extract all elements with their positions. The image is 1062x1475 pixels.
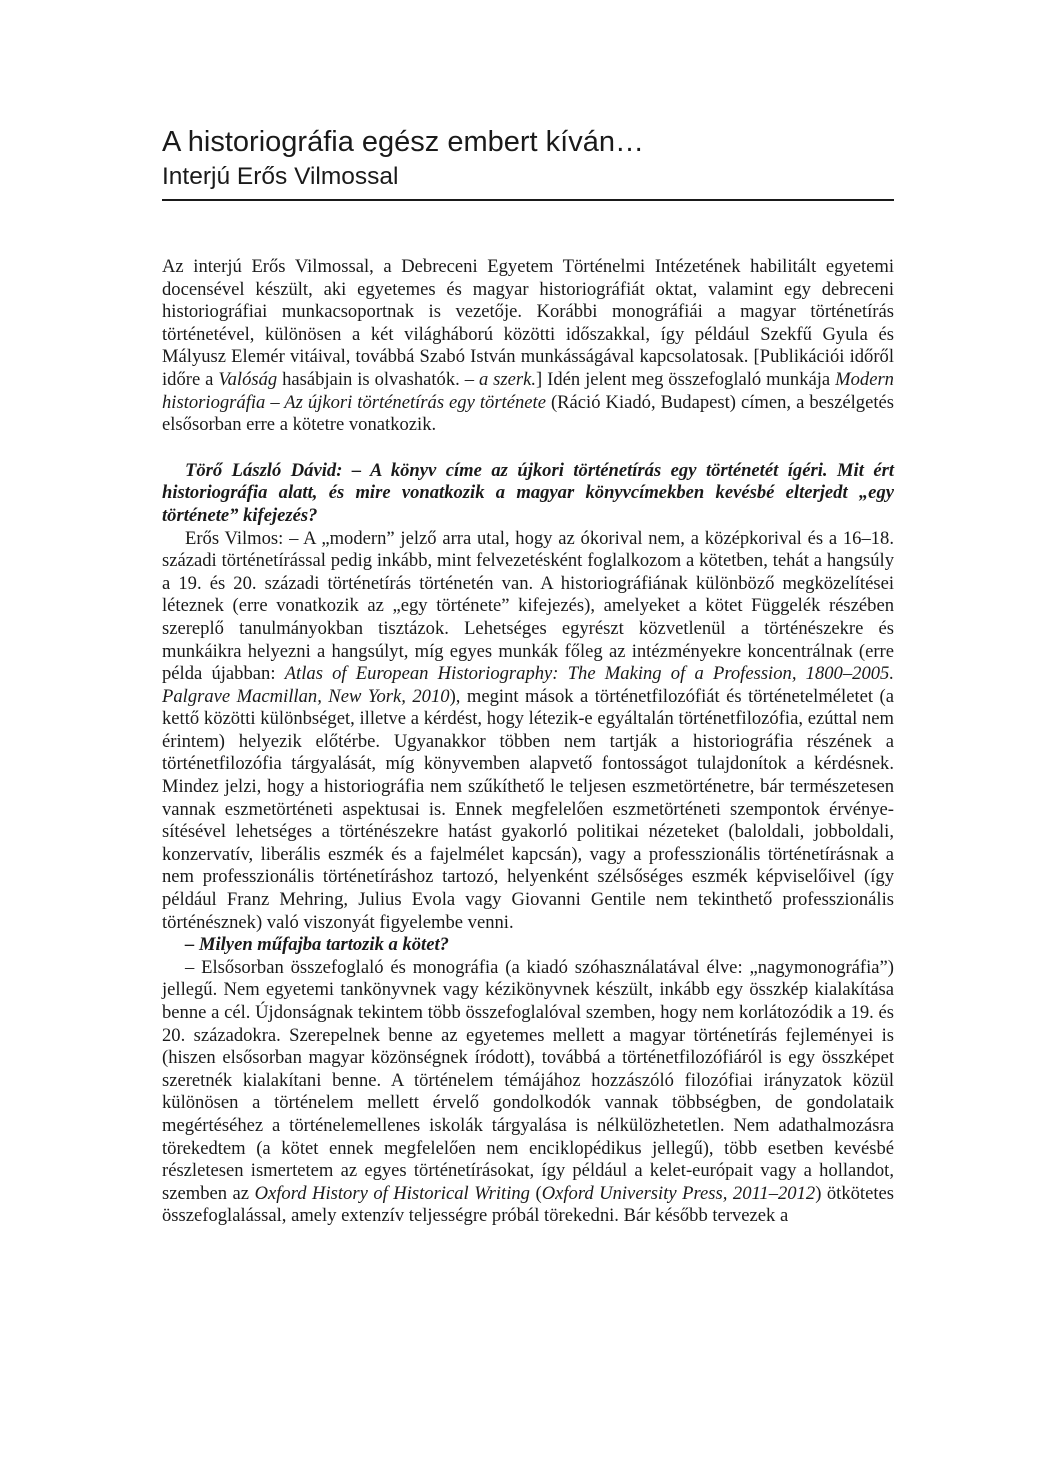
answer-2: – Elsősorban összefoglaló és monográfia (a kiadó szóhasználatával élve: „nagymonográfia”) jellegű. Nem egyetemi tankönyvnek vagy kézikönyvnek készült, inkább egy összkép kialakítása benne a cél. Újdonságnak tekintem több összefoglalóval szemben, hogy nem korlátozódik a 19. és 20. századokra. Szerepelnek benne az egyetemes mellett a magyar történetírás fejleményei is (hiszen elsősorban magyar közönségnek íródott), továbbá a történetfilozófiáról is egy összképet szeretnék kialakítani benne. A történelem témájához hozzászóló filozófiai irányzatok közül különösen a történelem mellett érvelő gondolkodók vannak többségben, de gondolataik megértéséhez a történelemellenes iskolák tárgyalása is nélkülözhetetlen. Nem adathalmozásra törekedtem (a kötet ennek megfelelően nem enciklopédikus jellegű), több esetben kevésbé részletesen ismertetem az egyes történetírásokat, így például a kelet-európait vagy a hollandot, szemben az Oxford History of Historical Writing (Oxford University Press, 2011–2012) ötkötetes összefoglalással, amely extenzív teljességre próbál törekedni. Bár később tervezek a	[162, 956, 895, 1227]
publisher-reference: Oxford University Press, 2011–2012	[541, 1182, 816, 1204]
atlas-reference: Atlas of European Historiography: The Making of a Profession, 1800–2005. Palgrave Macmillan, New York, 2010	[162, 663, 894, 707]
article-title: A historiográfia egész embert kíván…	[162, 126, 644, 158]
magazine-name: Valóság	[218, 368, 278, 390]
title-rule	[162, 199, 894, 201]
question-2: – Milyen műfajba tartozik a kötet?	[185, 934, 449, 956]
book-title: Modern historiográfia – Az újkori történetírás egy története	[162, 368, 894, 413]
question-1: Törő László Dávid: – A könyv címe az újkori történetírás egy történetét ígéri. Mit ért historiográfia alatt, és mire vonatkozik a magyar könyvcímekben kevésbé elterjedt „egy története” kifejezés?	[162, 459, 894, 526]
editor-note: a szerk.	[478, 368, 537, 390]
paragraph-gap	[162, 437, 894, 460]
answer-1: Erős Vilmos: – A „modern” jelző arra utal, hogy az ókorival nem, a középkorival és a 16–18. századi történetírással pedig inkább, mint felvezetésként foglalkozom a kötetben, tehát a hangsúly a 19. és 20. századi történetírás történetén van. A historiográfiának különböző megközelítései léteznek (erre vonatkozik az „egy története” kifejezés), amelyeket a kötet Függelék részében szereplő tanulmányokban tisztázok. Lehetséges egyrészt közvetlenül a történészekre és munkáikra helyezni a hangsúlyt, míg egyes munkák főleg az intézményekre koncentrálnak (erre példa újabban: Atlas of European Historiography: The Making of a Profession, 1800–2005. Palgrave Macmillan, New York, 2010), megint mások a történetfilozófiát és történetelméletet (a kettő közötti különbséget, illetve a kérdést, hogy létezik-e egyáltalán történetfilozófia, ezúttal nem érintem) helyezik előtérbe. Ugyanakkor többen nem tartják a historiográfia részének a történetfilozófia tárgyalását, míg könyvemben alapvető fontosságot tulajdonítok a kérdésnek. Mindez jelzi, hogy a historiográfia nem szűkíthető le teljesen eszmetörténetre, bár természetesen vannak eszmetörténeti aspektusai is. Ennek megfelelően eszmetörténeti szempontok érvényesítésével lehetséges a történészekre hatást gyakorló politikai nézeteket (baloldali, jobboldali, konzervatív, liberális eszmék és a fajelmélet kapcsán), vagy a professzionális történetírásnak a nem professzionális történetíráshoz tartozó, helyenként szélsőséges eszmék képviselőivel (így például Franz Mehring, Julius Evola vagy Giovanni Gentile nem tekinthető professzionális történésznek) való viszonyát figyelembe venni.	[162, 527, 894, 933]
intro-paragraph: Az interjú Erős Vilmossal, a Debreceni Egyetem Történelmi Intézetének habilitált egyetemi docensével készült, aki egyetemes és magyar historiográfiát oktat, valamint egy debreceni historiográfiai munkacsoportnak is vezetője. Korábbi monográfiái a magyar történetírás történetével, különösen a két világháború közötti időszakkal, így például Szekfű Gyula és Mályusz Elemér vitáival, továbbá Szabó István munkásságával kapcsolatosak. [Publikációi időről időre a Valóság hasábjain is olvashatók. – a szerk.] Idén jelent meg összefoglaló munkája Modern historiográfia – Az újkori történetírás egy története (Ráció Kiadó, Budapest) címen, a beszélgetés elsősorban erre a kötetre vonatkozik.	[162, 256, 894, 436]
article	[162, 124, 894, 1228]
article-subtitle: Interjú Erős Vilmossal	[162, 163, 399, 190]
article-body	[162, 256, 894, 1228]
oxford-reference: Oxford History of Historical Writing	[254, 1182, 530, 1204]
